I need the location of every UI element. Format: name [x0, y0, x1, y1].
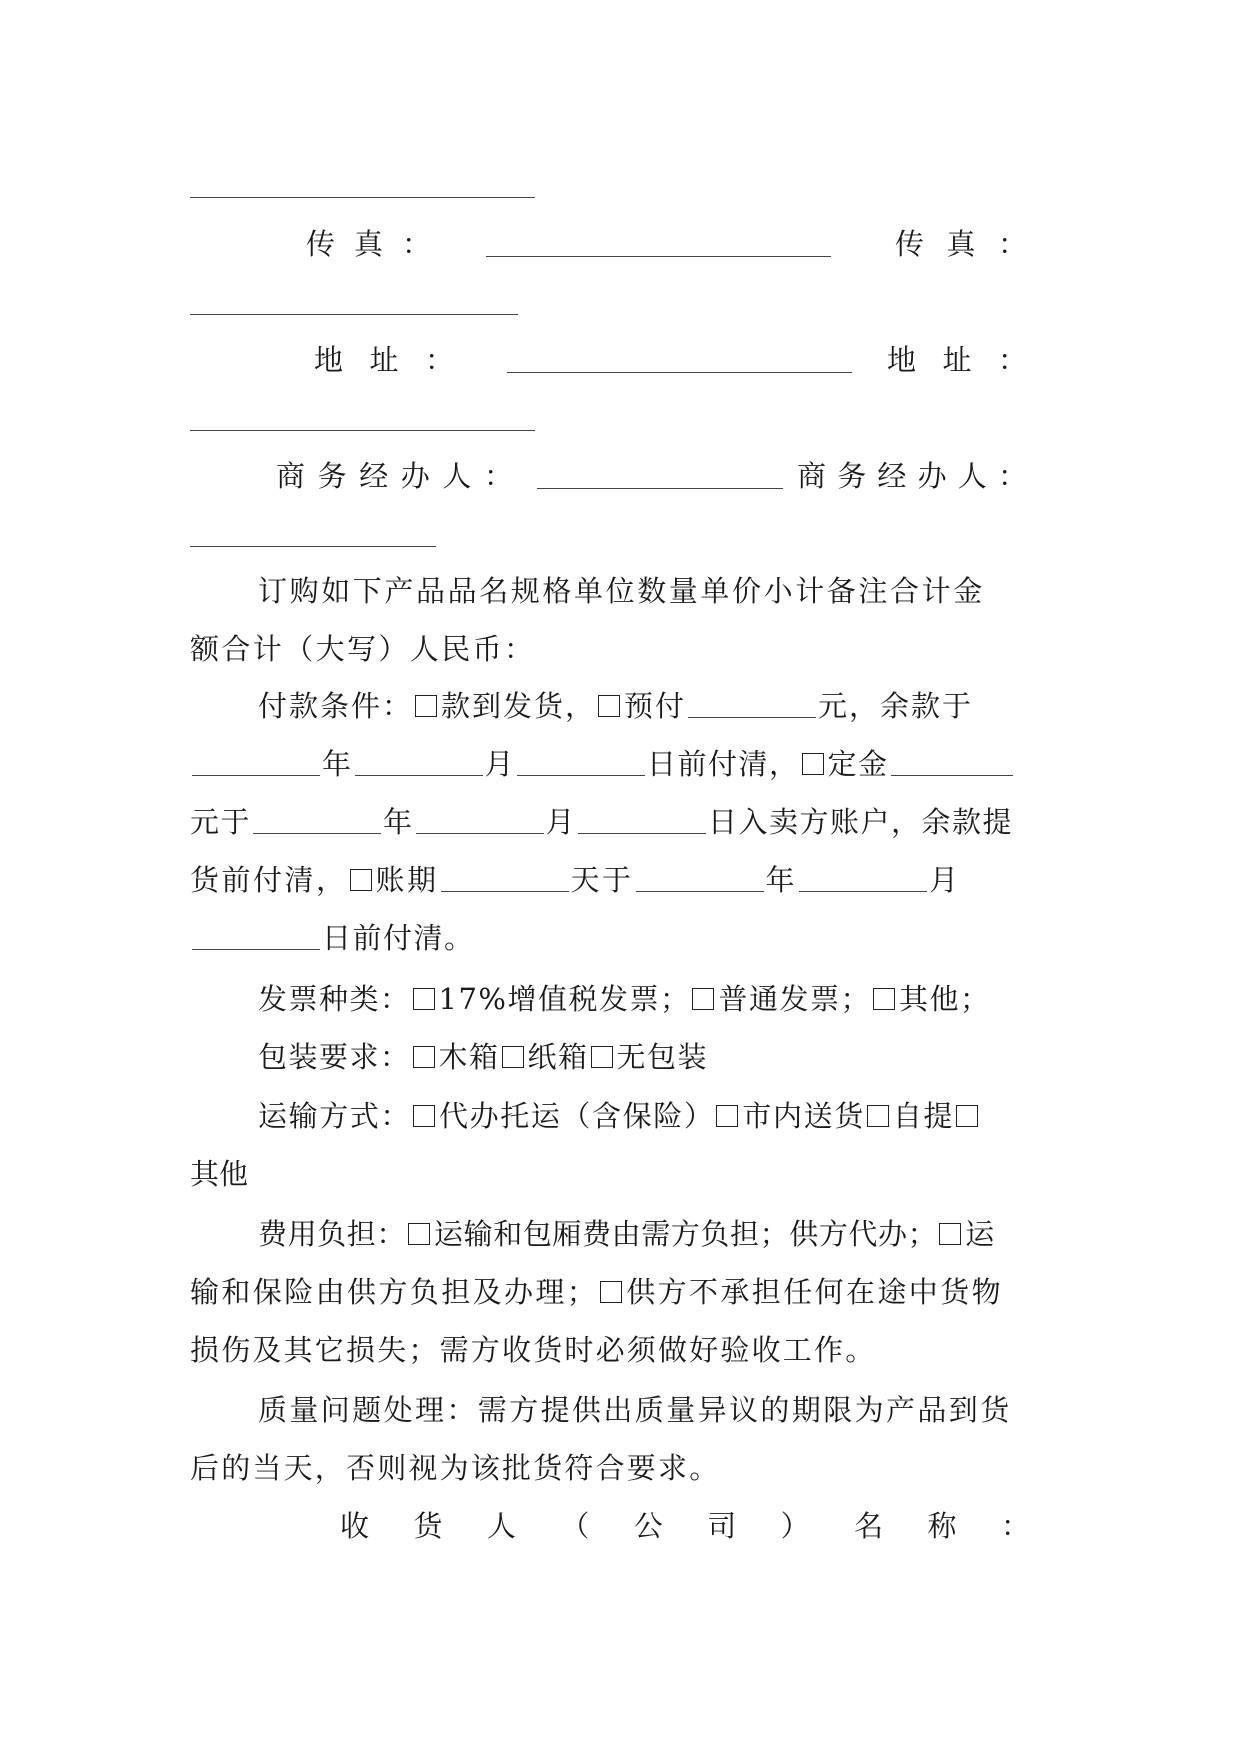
invoice-opt-other: 其他； — [899, 982, 991, 1016]
prepay-amount-field[interactable] — [688, 687, 816, 718]
transport-line-1 — [258, 1096, 1050, 1136]
checkbox-buyer-pays[interactable] — [408, 1223, 430, 1245]
year-text-3: 年 — [765, 863, 798, 897]
checkbox-other-invoice[interactable] — [873, 988, 895, 1010]
deposit-month-field[interactable] — [416, 803, 544, 834]
fax-field-right[interactable] — [190, 314, 518, 315]
invoice-opt-vat: 17%增值税发票； — [438, 982, 691, 1016]
fax-label-left: 传 真 ： — [306, 227, 431, 261]
consignee-char: ： — [1000, 1509, 1030, 1543]
payment-label: 付款条件： — [258, 689, 414, 723]
checkbox-transport-other[interactable] — [956, 1105, 978, 1127]
account-period-text: 账期 — [375, 863, 439, 897]
agent-label-left: 商 务 经 办 人 ： — [276, 459, 513, 493]
month-field[interactable] — [355, 745, 483, 776]
consignee-char: （ — [560, 1509, 590, 1543]
transport-opt-other: 其他 — [190, 1157, 249, 1191]
packaging-label: 包装要求： — [258, 1040, 411, 1074]
agent-field-left[interactable] — [537, 488, 783, 489]
period-days-field[interactable] — [441, 861, 569, 892]
payment-line-5 — [190, 918, 1050, 958]
checkbox-supplier-pays[interactable] — [939, 1223, 961, 1245]
costs-opt-liability-start: 供方不承担任何在途中货物 — [626, 1275, 1004, 1309]
packaging-opt-carton: 纸箱 — [527, 1040, 589, 1074]
year-text: 年 — [322, 747, 353, 781]
costs-opt-supplier-start: 运 — [965, 1217, 995, 1251]
agent-field-right[interactable] — [190, 546, 436, 547]
quality-line-2 — [190, 1448, 1050, 1488]
checkbox-prepay[interactable] — [598, 695, 620, 717]
order-text-1: 订购如下产品品名规格单位数量单价小计备注合计金 — [258, 574, 985, 608]
payment-yuan-balance: 元，余款于 — [818, 689, 974, 723]
costs-opt-supplier-rest: 输和保险由供方负担及办理； — [190, 1275, 599, 1309]
payment-line-4 — [190, 860, 1050, 900]
invoice-line — [258, 979, 1050, 1019]
quality-text-2: 后的当天，否则视为该批货符合要求。 — [190, 1451, 721, 1485]
checkbox-account-period[interactable] — [350, 869, 372, 891]
period-month-field[interactable] — [799, 861, 927, 892]
payment-opt-prepay: 预付 — [624, 689, 687, 723]
payment-line-1 — [258, 686, 1050, 726]
costs-line-1 — [258, 1214, 1050, 1254]
days-yu-text: 天于 — [570, 863, 634, 897]
period-year-field[interactable] — [636, 861, 764, 892]
consignee-char: 名 — [854, 1509, 884, 1543]
fax-field-left[interactable] — [486, 256, 831, 257]
year-field[interactable] — [192, 745, 320, 776]
checkbox-normal-invoice[interactable] — [692, 988, 714, 1010]
packaging-line — [258, 1037, 1050, 1077]
packaging-opt-wood: 木箱 — [438, 1040, 500, 1074]
checkbox-no-liability[interactable] — [600, 1281, 622, 1303]
costs-opt-liability-rest: 损伤及其它损失；需方收货时必须做好验收工作。 — [190, 1333, 877, 1367]
deposit-text: 定金 — [827, 747, 889, 781]
checkbox-city-delivery[interactable] — [716, 1105, 738, 1127]
costs-line-3 — [190, 1330, 1050, 1370]
payment-line-2 — [190, 744, 1050, 784]
consignee-char: ） — [780, 1509, 810, 1543]
checkbox-wooden-box[interactable] — [413, 1046, 435, 1068]
agent-label-right: 商 务 经 办 人 ： — [797, 459, 1027, 493]
address-field-left[interactable] — [507, 372, 852, 373]
order-line-1 — [258, 571, 1043, 611]
transport-opt-pickup: 自提 — [892, 1099, 955, 1133]
transport-label: 运输方式： — [258, 1099, 412, 1133]
costs-label: 费用负担： — [258, 1217, 407, 1251]
costs-line-2 — [190, 1272, 1050, 1312]
invoice-opt-normal: 普通发票； — [718, 982, 871, 1016]
payment-line-3 — [190, 802, 1050, 842]
fax-label-right: 传 真 ： — [895, 227, 1027, 261]
transport-line-2 — [190, 1154, 1050, 1194]
month-text-2: 月 — [545, 805, 577, 839]
address-label-left: 地 址 ： — [314, 343, 454, 377]
payment-opt-arrival: 款到发货， — [441, 689, 597, 723]
checkbox-consign[interactable] — [413, 1105, 435, 1127]
blank-line[interactable] — [190, 197, 535, 198]
consignee-char: 人 — [486, 1509, 516, 1543]
year-text-2: 年 — [383, 805, 414, 839]
checkbox-vat-invoice[interactable] — [413, 988, 435, 1010]
consignee-char: 货 — [413, 1509, 443, 1543]
day-before-text: 日前付清， — [647, 747, 800, 781]
consignee-char: 司 — [707, 1509, 737, 1543]
final-before-text: 日前付清。 — [322, 921, 475, 955]
deposit-year-field[interactable] — [253, 803, 381, 834]
invoice-label: 发票种类： — [258, 982, 411, 1016]
costs-opt-buyer: 运输和包厢费由需方负担；供方代办； — [434, 1217, 938, 1251]
order-text-2: 额合计（大写）人民币： — [190, 632, 536, 666]
transport-opt-consign: 代办托运（含保险） — [439, 1099, 715, 1133]
address-field-right[interactable] — [190, 430, 535, 431]
deposit-amount-field[interactable] — [891, 745, 1013, 776]
order-line-2 — [190, 629, 1050, 669]
month-text-3: 月 — [929, 863, 961, 897]
yuan-yu-text: 元于 — [190, 805, 252, 839]
quality-line-1 — [258, 1390, 1043, 1430]
day-into-text: 日入卖方账户，余款提 — [708, 805, 1014, 839]
consignee-label — [340, 1506, 1030, 1546]
consignee-char: 称 — [927, 1509, 957, 1543]
quality-text-1: 质量问题处理：需方提供出质量异议的期限为产品到货 — [258, 1393, 1012, 1427]
month-text: 月 — [484, 747, 516, 781]
goods-before-text: 货前付清， — [190, 863, 348, 897]
address-label-right: 地 址 ： — [887, 343, 1027, 377]
checkbox-self-pickup[interactable] — [867, 1105, 889, 1127]
day-field[interactable] — [517, 745, 645, 776]
checkbox-no-packaging[interactable] — [591, 1046, 613, 1068]
checkbox-deposit[interactable] — [802, 753, 824, 775]
checkbox-carton[interactable] — [502, 1046, 524, 1068]
consignee-char: 收 — [340, 1509, 370, 1543]
packaging-opt-none: 无包装 — [616, 1040, 709, 1074]
transport-opt-city: 市内送货 — [742, 1099, 865, 1133]
period-day-field[interactable] — [192, 919, 320, 950]
deposit-day-field[interactable] — [578, 803, 706, 834]
checkbox-pay-on-arrival[interactable] — [415, 695, 437, 717]
consignee-char: 公 — [633, 1509, 663, 1543]
